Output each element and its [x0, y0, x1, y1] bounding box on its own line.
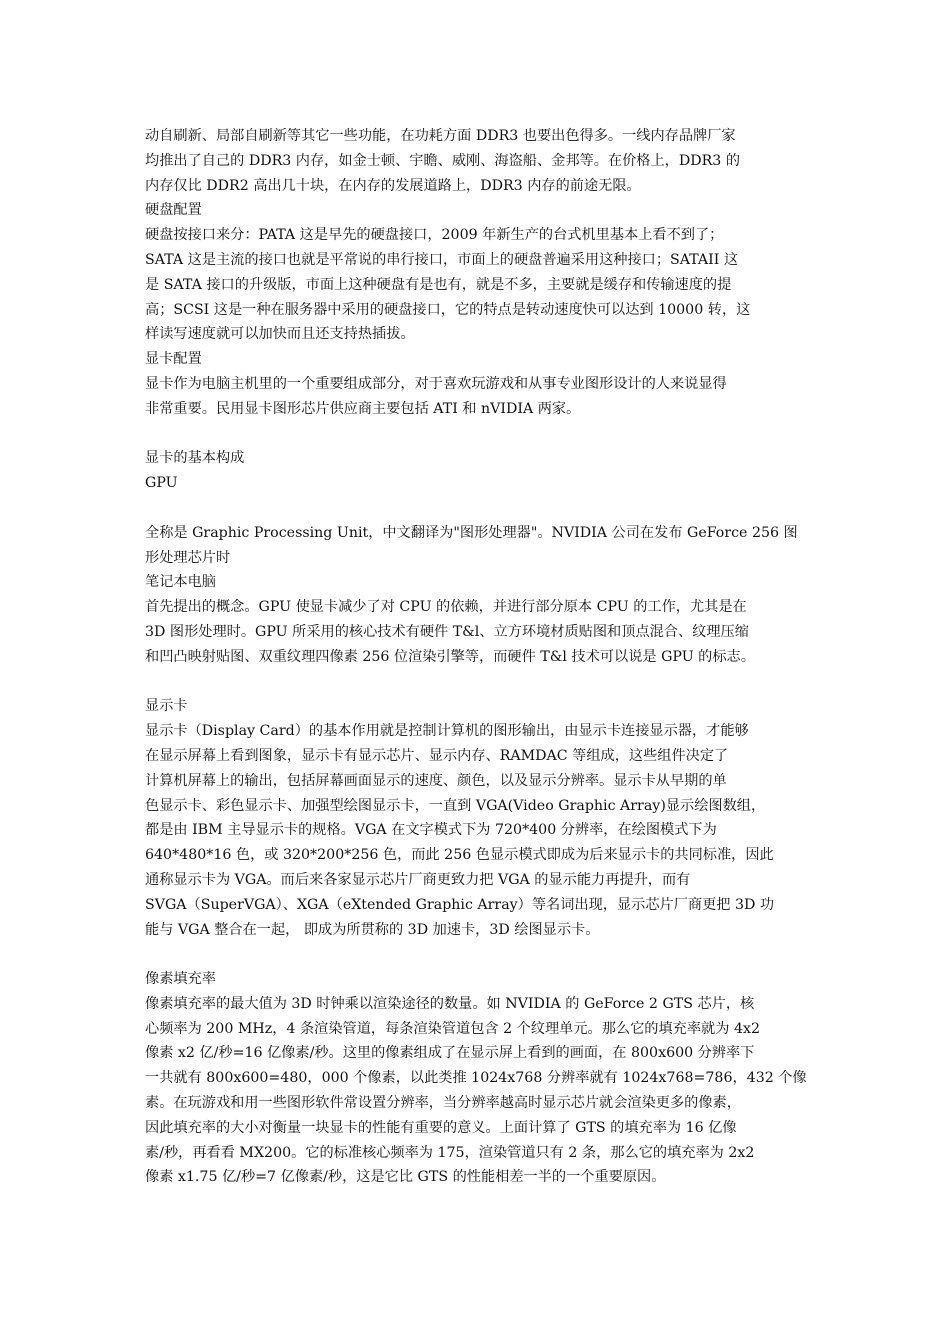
- text-line: 显示卡（Display Card）的基本作用就是控制计算机的图形输出，由显示卡连接显示器，才能够: [145, 723, 749, 740]
- text-line: 在显示屏幕上看到图象，显示卡有显示芯片、显示内存、RAMDAC 等组成，这些组件决定了: [145, 747, 729, 764]
- text-line: 全称是 Graphic Processing Unit，中文翻译为"图形处理器"。NVIDIA 公司在发布 GeForce 256 图: [145, 524, 798, 541]
- blank-line: [145, 422, 807, 447]
- text-line: 显示卡: [145, 698, 188, 715]
- text-line: SATA 这是主流的接口也就是平常说的串行接口，市面上的硬盘普遍采用这种接口；SATAII 这: [145, 251, 739, 268]
- text-line: 首先提出的概念。GPU 使显卡减少了对 CPU 的依赖，并进行部分原本 CPU 的工作，尤其是在: [145, 599, 747, 616]
- text-line: 显卡配置: [145, 351, 202, 368]
- text-line: 高；SCSI 这是一种在服务器中采用的硬盘接口，它的特点是转动速度快可以达到 10000 转，这: [145, 301, 751, 318]
- text-line: 动自刷新、局部自刷新等其它一些功能，在功耗方面 DDR3 也要出色得多。一线内存品牌厂家: [145, 128, 736, 144]
- text-line: 显卡作为电脑主机里的一个重要组成部分，对于喜欢玩游戏和从事专业图形设计的人来说显得: [145, 375, 727, 392]
- text-line: 一共就有 800x600=480，000 个像素，以此类推 1024x768 分辨率就有 1024x768=786，432 个像: [145, 1070, 807, 1087]
- blank-line: [145, 670, 807, 695]
- text-line: 因此填充率的大小对衡量一块显卡的性能有重要的意义。上面计算了 GTS 的填充率为 16 亿像: [145, 1119, 737, 1136]
- text-line: 硬盘配置: [145, 202, 202, 219]
- text-line: 像素 x1.75 亿/秒=7 亿像素/秒，这是它比 GTS 的性能相差一半的一个重要原因。: [145, 1169, 666, 1186]
- text-line: 计算机屏幕上的输出，包括屏幕画面显示的速度、颜色，以及显示分辨率。显示卡从早期的单: [145, 772, 727, 789]
- text-line: 像素填充率的最大值为 3D 时钟乘以渲染途径的数量。如 NVIDIA 的 GeForce 2 GTS 芯片，核: [145, 995, 755, 1012]
- text-line: 素。在玩游戏和用一些图形软件常设置分辨率，当分辨率越高时显示芯片就会渲染更多的像素，: [145, 1095, 741, 1112]
- text-line: 内存仅比 DDR2 高出几十块，在内存的发展道路上，DDR3 内存的前途无限。: [145, 177, 641, 194]
- text-line: 心频率为 200 MHz，4 条渲染管道，每条渲染管道包含 2 个纹理单元。那么它的填充率就为 4x2: [145, 1020, 760, 1037]
- text-line: 3D 图形处理时。GPU 所采用的核心技术有硬件 T&l、立方环境材质贴图和顶点混合、纹理压缩: [145, 623, 749, 640]
- text-line: 笔记本电脑: [145, 574, 216, 591]
- document-body: [145, 124, 807, 1190]
- text-line: 硬盘按接口来分：PATA 这是早先的硬盘接口，2009 年新生产的台式机里基本上看不到了；: [145, 227, 724, 244]
- text-line: 能与 VGA 整合在一起， 即成为所贯称的 3D 加速卡，3D 绘图显示卡。: [145, 921, 600, 938]
- text-line: 显卡的基本构成: [145, 450, 245, 467]
- text-line: 像素 x2 亿/秒=16 亿像素/秒。这里的像素组成了在显示屏上看到的画面，在 800x600 分辨率下: [145, 1045, 755, 1062]
- text-line: 通称显示卡为 VGA。而后来各家显示芯片厂商更致力把 VGA 的显示能力再提升，而有: [145, 871, 691, 888]
- text-line: GPU: [145, 475, 178, 492]
- text-line: 像素填充率: [145, 971, 216, 988]
- text-line: 都是由 IBM 主导显示卡的规格。VGA 在文字模式下为 720*400 分辨率，在绘图模式下为: [145, 822, 717, 839]
- text-line: 形处理芯片时: [145, 549, 231, 566]
- text-line: 样读写速度就可以加快而且还支持热插拔。: [145, 326, 415, 343]
- text-line: 素/秒，再看看 MX200。它的标准核心频率为 175，渲染管道只有 2 条，那么它的填充率为 2x2: [145, 1144, 755, 1161]
- text-line: SVGA（SuperVGA）、XGA（eXtended Graphic Array）等名词出现，显示芯片厂商更把 3D 功: [145, 896, 775, 913]
- text-line: 是 SATA 接口的升级版，市面上这种硬盘有是也有，就是不多，主要就是缓存和传输速度的提: [145, 276, 732, 293]
- text-line: 非常重要。民用显卡图形芯片供应商主要包括 ATI 和 nVIDIA 两家。: [145, 400, 581, 417]
- blank-line: [145, 496, 807, 521]
- text-line: 640*480*16 色，或 320*200*256 色，而此 256 色显示模式即成为后来显示卡的共同标准，因此: [145, 847, 774, 864]
- text-line: 和凹凸映射贴图、双重纹理四像素 256 位渲染引擎等，而硬件 T&l 技术可以说是 GPU 的标志。: [145, 648, 755, 665]
- blank-line: [145, 942, 807, 967]
- text-line: 均推出了自己的 DDR3 内存，如金士顿、宇瞻、威刚、海盗船、金邦等。在价格上，DDR3 的: [145, 152, 741, 169]
- text-line: 色显示卡、彩色显示卡、加强型绘图显示卡，一直到 VGA(Video Graphic Array)显示绘图数组，: [145, 797, 766, 814]
